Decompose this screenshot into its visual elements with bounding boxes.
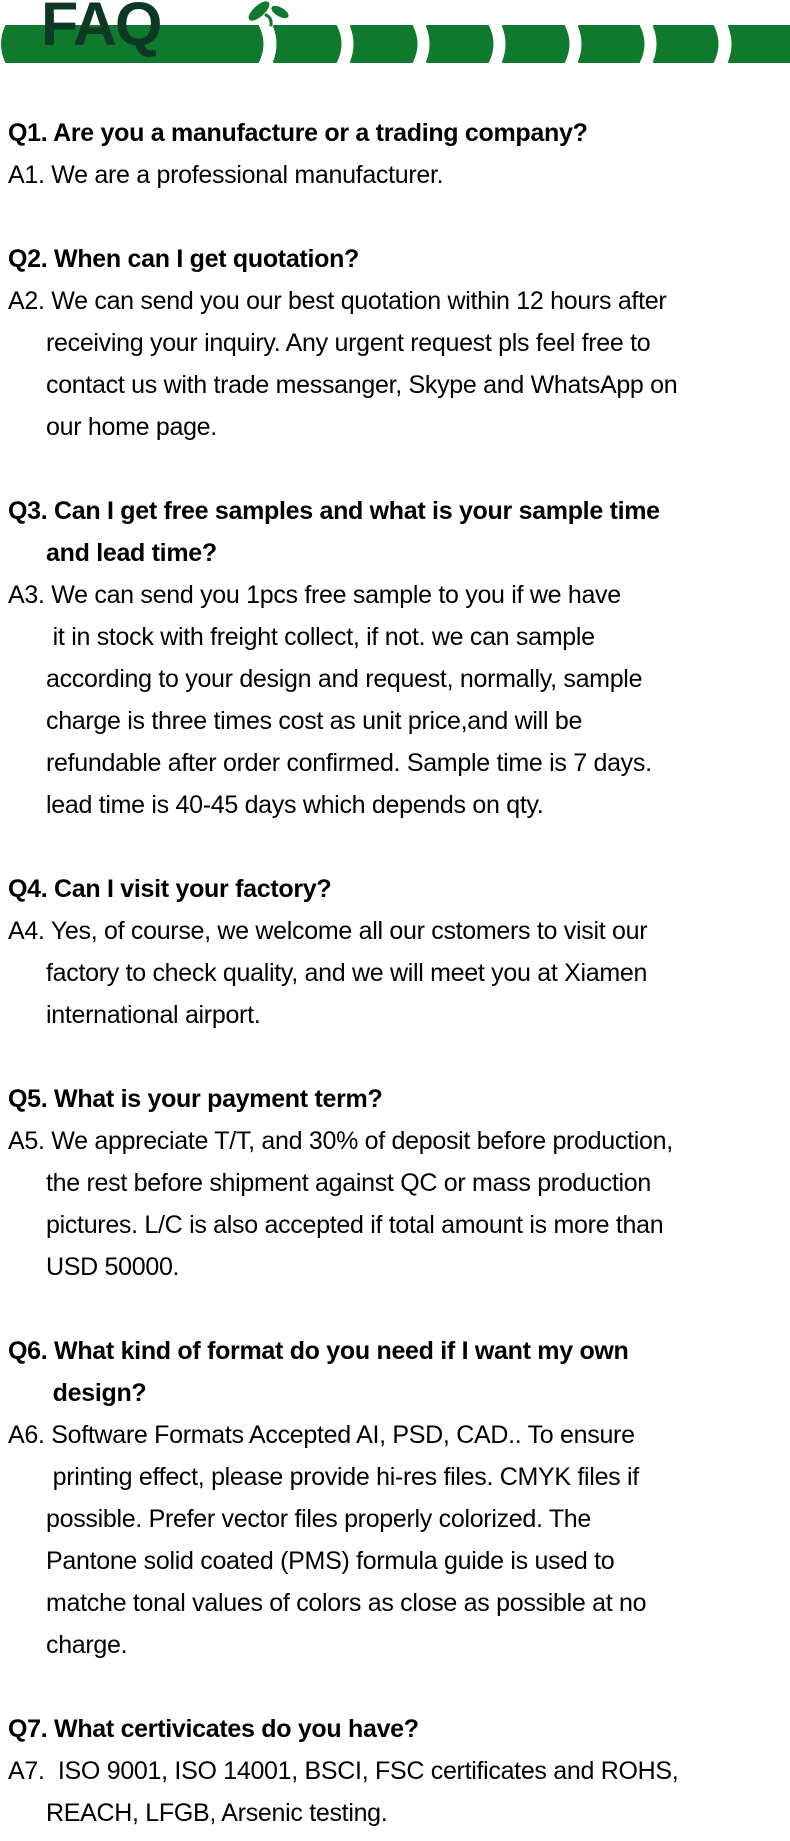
bamboo-segment [729,26,790,62]
answer-line: A2. We can send you our best quotation within 12 hours after [8,287,667,315]
answer-line: REACH, LFGB, Arsenic testing. [46,1799,388,1827]
answer-line: A6. Software Formats Accepted AI, PSD, CAD.. To ensure [8,1421,635,1449]
answer-line: receiving your inquiry. Any urgent request pls feel free to [46,329,651,357]
answer-line: A7. ISO 9001, ISO 14001, BSCI, FSC certificates and ROHS, [8,1757,679,1785]
answer-line: USD 50000. [46,1253,180,1281]
question-line: Q6. What kind of format do you need if I want my own [8,1337,629,1365]
question-line: Q2. When can I get quotation? [8,245,360,273]
answer-line: Pantone solid coated (PMS) formula guide is used to [46,1547,615,1575]
answer-line: international airport. [46,1001,261,1029]
answer-line: lead time is 40-45 days which depends on qty. [46,791,544,819]
question-line: Q4. Can I visit your factory? [8,875,332,903]
answer-line: charge. [46,1631,128,1659]
question-line: Q3. Can I get free samples and what is your sample time [8,497,660,525]
answer-line: possible. Prefer vector files properly colorized. The [46,1505,592,1533]
page-title: FAQ [41,0,161,58]
answer-line: the rest before shipment against QC or mass production [46,1169,651,1197]
answer-line: A5. We appreciate T/T, and 30% of deposit before production, [8,1127,673,1155]
bamboo-segment [427,26,493,62]
answer-line: contact us with trade messanger, Skype and WhatsApp on [46,371,678,399]
answer-line: A1. We are a professional manufacturer. [8,161,444,189]
bamboo-leaf-icon [247,0,289,25]
answer-line: refundable after order confirmed. Sample time is 7 days. [46,749,652,777]
answer-line: A4. Yes, of course, we welcome all our cstomers to visit our [8,917,648,945]
answer-line: A3. We can send you 1pcs free sample to you if we have [8,581,621,609]
bamboo-segment [351,26,417,62]
answer-line: it in stock with freight collect, if not. we can sample [46,623,595,651]
bamboo-segment [503,26,569,62]
faq-item [8,1708,782,1834]
question-line: Q1. Are you a manufacture or a trading company? [8,119,588,147]
faq-list [8,112,782,1841]
faq-item [8,238,782,448]
faq-item [8,490,782,826]
answer-line: printing effect, please provide hi-res files. CMYK files if [46,1463,639,1491]
bamboo-segment [579,26,644,62]
question-line: and lead time? [46,539,217,567]
faq-item [8,1078,782,1288]
bamboo-segment [274,26,341,62]
question-line: design? [46,1379,147,1407]
faq-item [8,1330,782,1666]
faq-item [8,112,782,196]
answer-line: charge is three times cost as unit price,and will be [46,707,583,735]
bamboo-segment [654,26,718,62]
faq-item [8,868,782,1036]
answer-line: pictures. L/C is also accepted if total amount is more than [46,1211,664,1239]
question-line: Q5. What is your payment term? [8,1085,383,1113]
answer-line: our home page. [46,413,217,441]
banner [0,0,790,104]
answer-line: factory to check quality, and we will meet you at Xiamen [46,959,648,987]
question-line: Q7. What certivicates do you have? [8,1715,419,1743]
answer-line: matche tonal values of colors as close as possible at no [46,1589,647,1617]
answer-line: according to your design and request, normally, sample [46,665,643,693]
